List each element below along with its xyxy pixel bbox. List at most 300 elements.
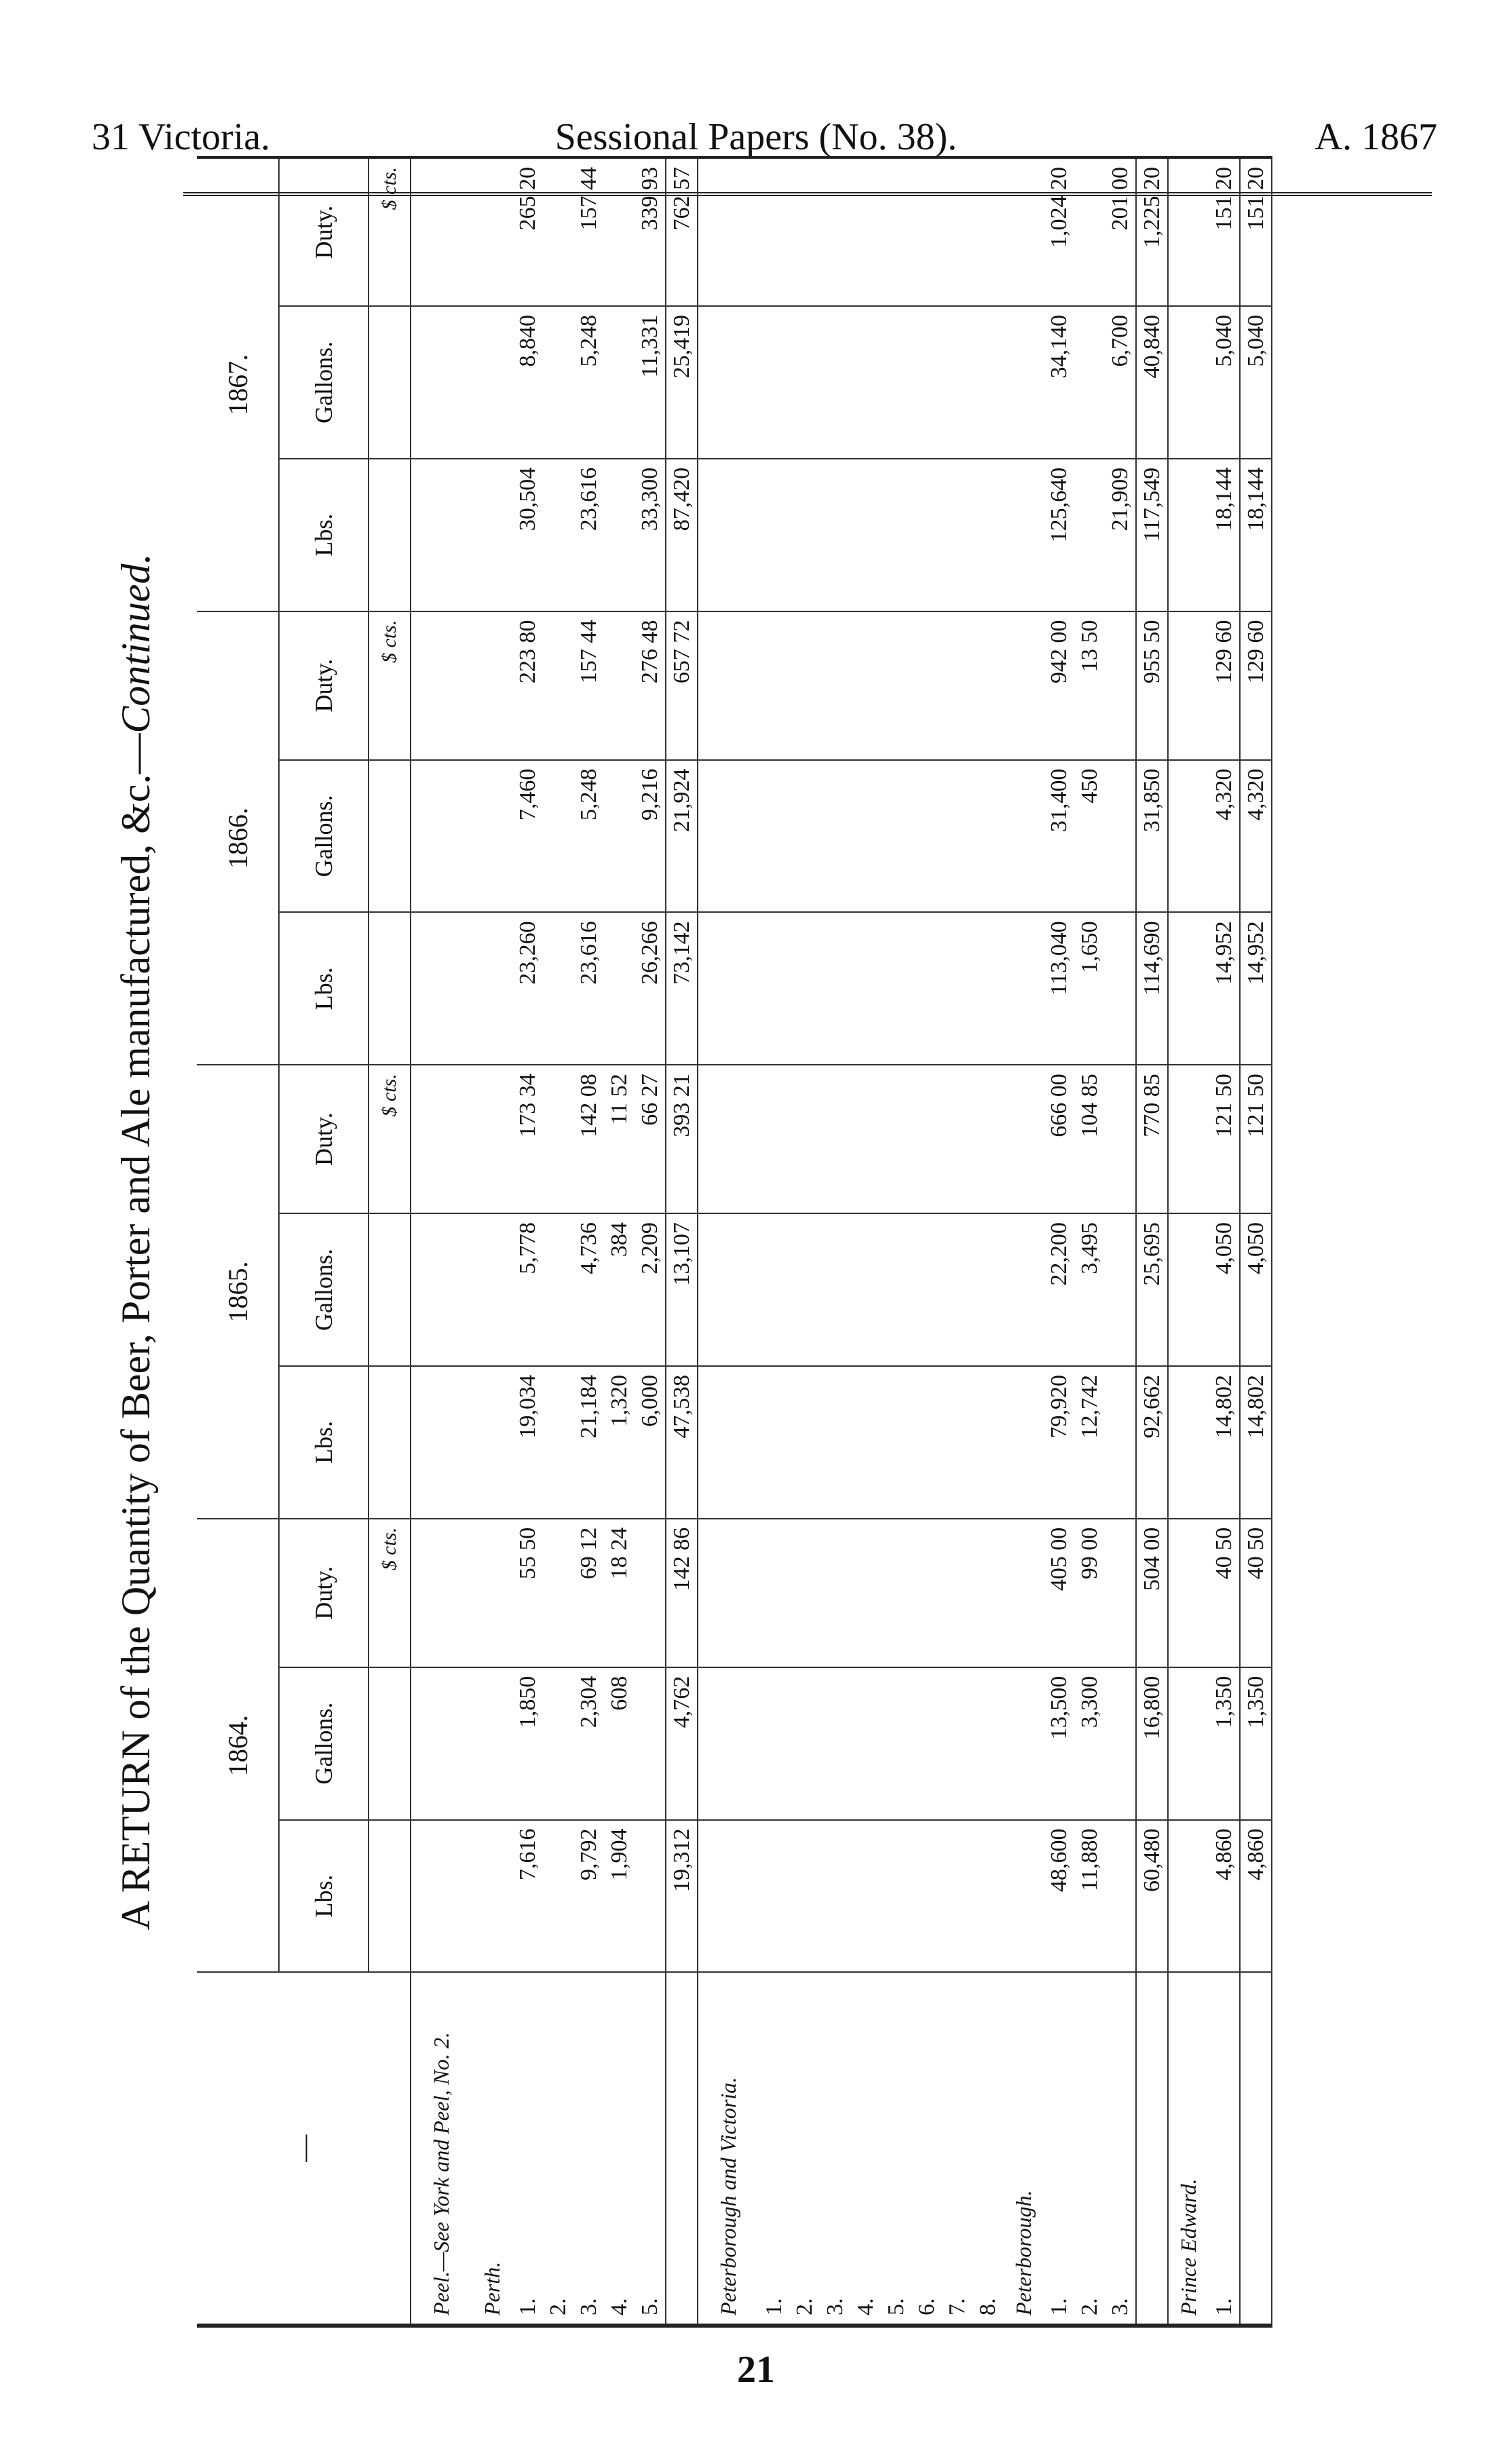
table-cell bbox=[789, 912, 820, 1065]
group-heading: Peterborough. bbox=[1003, 1972, 1044, 2326]
table-cell: 8,840 bbox=[512, 306, 543, 459]
table-cell bbox=[850, 1366, 881, 1519]
table-cell bbox=[881, 1065, 911, 1213]
table-cell: 25,695 bbox=[1136, 1213, 1168, 1366]
table-cell bbox=[850, 611, 881, 760]
table-cell bbox=[942, 1519, 972, 1667]
table-cell: 12,742 bbox=[1074, 1366, 1105, 1519]
table-cell: 4,860 bbox=[1209, 1820, 1240, 1973]
table-row bbox=[881, 157, 911, 2326]
table-row bbox=[789, 157, 820, 2326]
table-cell: 4,762 bbox=[666, 1667, 698, 1820]
row-label: 2. bbox=[543, 1972, 573, 2326]
duty-unit: $ cts. bbox=[368, 1519, 411, 1667]
table-cell bbox=[543, 1820, 573, 1973]
table-cell bbox=[911, 611, 942, 760]
total-row bbox=[1240, 157, 1272, 2326]
table-cell: 11 52 bbox=[604, 1065, 635, 1213]
table-cell: 121 50 bbox=[1209, 1065, 1240, 1213]
table-cell: 666 00 bbox=[1044, 1065, 1074, 1213]
table-cell: 4,050 bbox=[1240, 1213, 1272, 1366]
table-cell bbox=[789, 1820, 820, 1973]
col-lbs: Lbs. bbox=[279, 459, 368, 611]
col-gallons: Gallons. bbox=[279, 1667, 368, 1820]
table-cell bbox=[820, 1667, 850, 1820]
row-label: 2. bbox=[789, 1972, 820, 2326]
table-cell: 1,850 bbox=[512, 1667, 543, 1820]
table-cell bbox=[759, 1065, 789, 1213]
table-cell: 4,320 bbox=[1209, 760, 1240, 913]
table-title-continued: Continued. bbox=[113, 553, 158, 734]
col-lbs: Lbs. bbox=[279, 912, 368, 1065]
table-cell bbox=[789, 459, 820, 611]
table-cell bbox=[789, 760, 820, 913]
table-cell bbox=[789, 157, 820, 306]
table-cell: 1,350 bbox=[1209, 1667, 1240, 1820]
table-cell bbox=[820, 1519, 850, 1667]
row-label: 6. bbox=[911, 1972, 942, 2326]
rotated-table-block bbox=[88, 156, 1412, 2328]
table-cell bbox=[820, 1213, 850, 1366]
table-cell: 157 44 bbox=[573, 157, 604, 306]
table-row bbox=[820, 157, 850, 2326]
table-cell bbox=[942, 1366, 972, 1519]
table-cell bbox=[881, 1519, 911, 1667]
table-cell: 4,320 bbox=[1240, 760, 1272, 913]
table-cell: 60,480 bbox=[1136, 1820, 1168, 1973]
table-cell bbox=[942, 157, 972, 306]
table-cell bbox=[911, 760, 942, 913]
sessional-papers-label: Sessional Papers (No. 38). bbox=[554, 116, 958, 158]
duty-unit: $ cts. bbox=[368, 1065, 411, 1213]
table-cell bbox=[759, 1519, 789, 1667]
table-cell bbox=[789, 1366, 820, 1519]
table-cell bbox=[1074, 459, 1105, 611]
table-row bbox=[1044, 157, 1074, 2326]
year-label: A. 1867 bbox=[1315, 116, 1437, 158]
table-cell: 2,209 bbox=[635, 1213, 666, 1366]
table-cell bbox=[789, 611, 820, 760]
table-cell bbox=[850, 912, 881, 1065]
table-cell: 22,200 bbox=[1044, 1213, 1074, 1366]
table-cell bbox=[881, 1820, 911, 1973]
table-cell: 21,184 bbox=[573, 1366, 604, 1519]
table-cell: 19,034 bbox=[512, 1366, 543, 1519]
table-cell bbox=[604, 459, 635, 611]
table-cell bbox=[759, 459, 789, 611]
row-label: 5. bbox=[881, 1972, 911, 2326]
table-cell bbox=[881, 1667, 911, 1820]
table-cell bbox=[850, 157, 881, 306]
table-cell bbox=[1105, 611, 1136, 760]
table-title-main: A RETURN of the Quantity of Beer, Porter and Ale manufactured, &c.— bbox=[113, 733, 158, 1931]
group-heading: Peterborough and Victoria. bbox=[698, 1972, 759, 2326]
table-cell: 40 50 bbox=[1209, 1519, 1240, 1667]
table-cell bbox=[543, 611, 573, 760]
table-cell bbox=[850, 459, 881, 611]
table-cell: 14,802 bbox=[1240, 1366, 1272, 1519]
table-cell bbox=[942, 1820, 972, 1973]
table-cell bbox=[543, 157, 573, 306]
table-cell bbox=[881, 611, 911, 760]
table-cell: 14,952 bbox=[1240, 912, 1272, 1065]
col-duty: Duty. bbox=[279, 157, 368, 306]
table-cell bbox=[759, 157, 789, 306]
table-cell bbox=[759, 611, 789, 760]
table-cell bbox=[759, 1366, 789, 1519]
table-cell: 21,924 bbox=[666, 760, 698, 913]
table-cell bbox=[972, 1366, 1003, 1519]
table-cell: 73,142 bbox=[666, 912, 698, 1065]
table-cell bbox=[604, 157, 635, 306]
table-cell bbox=[881, 306, 911, 459]
table-row bbox=[850, 157, 881, 2326]
table-cell: 3,495 bbox=[1074, 1213, 1105, 1366]
stub-header: — bbox=[197, 1972, 411, 2326]
table-cell: 13 50 bbox=[1074, 611, 1105, 760]
table-cell bbox=[759, 912, 789, 1065]
table-cell bbox=[850, 1820, 881, 1973]
table-cell: 405 00 bbox=[1044, 1519, 1074, 1667]
table-cell: 99 00 bbox=[1074, 1519, 1105, 1667]
table-cell bbox=[604, 306, 635, 459]
col-gallons: Gallons. bbox=[279, 306, 368, 459]
table-cell: 223 80 bbox=[512, 611, 543, 760]
year-header-1867: 1867. bbox=[197, 157, 279, 611]
table-cell bbox=[1105, 1667, 1136, 1820]
table-cell bbox=[911, 1213, 942, 1366]
table-cell bbox=[820, 157, 850, 306]
table-cell bbox=[820, 1820, 850, 1973]
table-cell: 14,802 bbox=[1209, 1366, 1240, 1519]
table-cell: 25,419 bbox=[666, 306, 698, 459]
row-label: 7. bbox=[942, 1972, 972, 2326]
table-cell bbox=[820, 459, 850, 611]
table-cell: 2,304 bbox=[573, 1667, 604, 1820]
table-cell: 48,600 bbox=[1044, 1820, 1074, 1973]
table-cell: 18,144 bbox=[1209, 459, 1240, 611]
table-cell: 4,050 bbox=[1209, 1213, 1240, 1366]
table-cell bbox=[911, 306, 942, 459]
table-cell: 18 24 bbox=[604, 1519, 635, 1667]
table-cell bbox=[789, 1065, 820, 1213]
row-label: 1. bbox=[1044, 1972, 1074, 2326]
return-table bbox=[197, 156, 1272, 2328]
table-cell bbox=[759, 1213, 789, 1366]
table-cell bbox=[1105, 760, 1136, 913]
col-duty: Duty. bbox=[279, 1065, 368, 1213]
table-cell: 113,040 bbox=[1044, 912, 1074, 1065]
table-row bbox=[573, 157, 604, 2326]
table-cell: 121 50 bbox=[1240, 1065, 1272, 1213]
table-cell bbox=[881, 1366, 911, 1519]
table-cell bbox=[1074, 306, 1105, 459]
table-cell bbox=[1105, 1213, 1136, 1366]
table-cell bbox=[942, 760, 972, 913]
table-cell: 142 86 bbox=[666, 1519, 698, 1667]
table-cell bbox=[972, 306, 1003, 459]
table-cell: 201 00 bbox=[1105, 157, 1136, 306]
table-cell bbox=[789, 1667, 820, 1820]
table-cell: 23,260 bbox=[512, 912, 543, 1065]
table-cell bbox=[820, 912, 850, 1065]
table-cell bbox=[972, 1065, 1003, 1213]
table-cell: 157 44 bbox=[573, 611, 604, 760]
table-cell: 13,107 bbox=[666, 1213, 698, 1366]
table-row bbox=[635, 157, 666, 2326]
table-cell bbox=[543, 1519, 573, 1667]
row-label: 2. bbox=[1074, 1972, 1105, 2326]
year-header-row bbox=[197, 157, 279, 2326]
table-cell bbox=[543, 912, 573, 1065]
table-cell bbox=[820, 760, 850, 913]
table-cell bbox=[1105, 1820, 1136, 1973]
table-cell bbox=[1105, 1366, 1136, 1519]
table-cell: 18,144 bbox=[1240, 459, 1272, 611]
table-cell bbox=[942, 1667, 972, 1820]
table-cell bbox=[911, 1820, 942, 1973]
table-cell: 142 08 bbox=[573, 1065, 604, 1213]
col-lbs: Lbs. bbox=[279, 1820, 368, 1973]
group-heading-row bbox=[698, 157, 759, 2326]
table-cell bbox=[972, 760, 1003, 913]
table-cell: 5,248 bbox=[573, 306, 604, 459]
table-cell bbox=[942, 1213, 972, 1366]
table-cell: 33,300 bbox=[635, 459, 666, 611]
year-header-1864: 1864. bbox=[197, 1519, 279, 1973]
table-cell: 151 20 bbox=[1240, 157, 1272, 306]
table-cell: 173 34 bbox=[512, 1065, 543, 1213]
col-duty: Duty. bbox=[279, 611, 368, 760]
col-gallons: Gallons. bbox=[279, 1213, 368, 1366]
table-cell bbox=[850, 1213, 881, 1366]
table-cell bbox=[911, 1366, 942, 1519]
row-label: 1. bbox=[1209, 1972, 1240, 2326]
table-cell bbox=[543, 760, 573, 913]
table-cell bbox=[1105, 1065, 1136, 1213]
table-cell: 657 72 bbox=[666, 611, 698, 760]
table-cell: 5,040 bbox=[1209, 306, 1240, 459]
table-cell bbox=[881, 760, 911, 913]
table-cell: 129 60 bbox=[1240, 611, 1272, 760]
table-cell: 1,904 bbox=[604, 1820, 635, 1973]
table-cell bbox=[942, 1065, 972, 1213]
table-cell: 66 27 bbox=[635, 1065, 666, 1213]
table-cell: 129 60 bbox=[1209, 611, 1240, 760]
table-cell: 608 bbox=[604, 1667, 635, 1820]
table-cell bbox=[1074, 157, 1105, 306]
table-cell: 9,216 bbox=[635, 760, 666, 913]
table-cell bbox=[911, 1667, 942, 1820]
row-label: 1. bbox=[512, 1972, 543, 2326]
table-cell: 3,300 bbox=[1074, 1667, 1105, 1820]
table-cell: 7,460 bbox=[512, 760, 543, 913]
table-cell: 770 85 bbox=[1136, 1065, 1168, 1213]
duty-unit: $ cts. bbox=[368, 157, 411, 306]
table-cell bbox=[911, 1065, 942, 1213]
table-cell: 384 bbox=[604, 1213, 635, 1366]
table-cell bbox=[850, 306, 881, 459]
group-heading-row bbox=[1168, 157, 1209, 2326]
table-cell bbox=[635, 1667, 666, 1820]
table-cell: 5,040 bbox=[1240, 306, 1272, 459]
table-cell bbox=[789, 306, 820, 459]
table-cell bbox=[759, 1667, 789, 1820]
table-cell bbox=[942, 912, 972, 1065]
table-cell bbox=[604, 760, 635, 913]
table-cell: 276 48 bbox=[635, 611, 666, 760]
total-row bbox=[666, 157, 698, 2326]
table-cell: 31,400 bbox=[1044, 760, 1074, 913]
row-label: 4. bbox=[604, 1972, 635, 2326]
table-cell: 393 21 bbox=[666, 1065, 698, 1213]
group-heading: Perth. bbox=[472, 1972, 512, 2326]
duty-unit: $ cts. bbox=[368, 611, 411, 760]
table-cell: 117,549 bbox=[1136, 459, 1168, 611]
table-cell bbox=[972, 1213, 1003, 1366]
table-cell: 23,616 bbox=[573, 912, 604, 1065]
table-cell: 87,420 bbox=[666, 459, 698, 611]
table-cell: 339 93 bbox=[635, 157, 666, 306]
table-cell bbox=[942, 306, 972, 459]
table-cell bbox=[911, 1519, 942, 1667]
table-cell: 955 50 bbox=[1136, 611, 1168, 760]
col-gallons: Gallons. bbox=[279, 760, 368, 913]
table-cell: 9,792 bbox=[573, 1820, 604, 1973]
table-cell: 151 20 bbox=[1209, 157, 1240, 306]
table-cell: 1,024 20 bbox=[1044, 157, 1074, 306]
table-cell: 942 00 bbox=[1044, 611, 1074, 760]
table-cell bbox=[543, 459, 573, 611]
table-cell: 125,640 bbox=[1044, 459, 1074, 611]
table-cell bbox=[850, 1519, 881, 1667]
table-cell: 11,880 bbox=[1074, 1820, 1105, 1973]
total-row bbox=[1136, 157, 1168, 2326]
table-cell bbox=[942, 611, 972, 760]
table-cell: 14,952 bbox=[1209, 912, 1240, 1065]
table-cell bbox=[543, 1366, 573, 1519]
row-label: 8. bbox=[972, 1972, 1003, 2326]
table-row bbox=[759, 157, 789, 2326]
group-heading-row bbox=[1003, 157, 1044, 2326]
table-cell bbox=[604, 611, 635, 760]
table-cell bbox=[1105, 1519, 1136, 1667]
table-cell bbox=[820, 306, 850, 459]
table-cell bbox=[850, 760, 881, 913]
table-cell bbox=[972, 912, 1003, 1065]
table-cell: 92,662 bbox=[1136, 1366, 1168, 1519]
table-cell: 4,736 bbox=[573, 1213, 604, 1366]
table-cell bbox=[972, 611, 1003, 760]
table-cell: 16,800 bbox=[1136, 1667, 1168, 1820]
table-cell bbox=[543, 306, 573, 459]
table-cell bbox=[820, 611, 850, 760]
table-cell bbox=[789, 1213, 820, 1366]
table-cell: 11,331 bbox=[635, 306, 666, 459]
table-cell: 23,616 bbox=[573, 459, 604, 611]
row-label: 4. bbox=[850, 1972, 881, 2326]
table-cell bbox=[881, 1213, 911, 1366]
session-label: 31 Victoria. bbox=[92, 116, 271, 158]
row-label: 3. bbox=[820, 1972, 850, 2326]
table-cell bbox=[1105, 912, 1136, 1065]
table-cell bbox=[759, 1820, 789, 1973]
table-title bbox=[88, 156, 183, 2328]
table-cell: 6,700 bbox=[1105, 306, 1136, 459]
table-cell: 1,350 bbox=[1240, 1667, 1272, 1820]
table-cell: 450 bbox=[1074, 760, 1105, 913]
table-cell bbox=[543, 1213, 573, 1366]
table-cell: 1,320 bbox=[604, 1366, 635, 1519]
table-cell: 114,690 bbox=[1136, 912, 1168, 1065]
table-cell bbox=[850, 1065, 881, 1213]
table-cell: 4,860 bbox=[1240, 1820, 1272, 1973]
table-cell bbox=[850, 1667, 881, 1820]
table-cell: 47,538 bbox=[666, 1366, 698, 1519]
table-row bbox=[972, 157, 1003, 2326]
table-cell: 5,778 bbox=[512, 1213, 543, 1366]
table-cell: 31,850 bbox=[1136, 760, 1168, 913]
table-cell: 7,616 bbox=[512, 1820, 543, 1973]
table-cell bbox=[942, 459, 972, 611]
table-row bbox=[911, 157, 942, 2326]
table-cell: 40,840 bbox=[1136, 306, 1168, 459]
table-cell bbox=[972, 459, 1003, 611]
table-cell bbox=[820, 1065, 850, 1213]
table-row bbox=[1074, 157, 1105, 2326]
table-cell bbox=[789, 1519, 820, 1667]
table-row bbox=[1209, 157, 1240, 2326]
group-heading: Prince Edward. bbox=[1168, 1972, 1209, 2326]
group-heading-row bbox=[411, 157, 472, 2326]
table-cell: 79,920 bbox=[1044, 1366, 1074, 1519]
table-row bbox=[512, 157, 543, 2326]
table-cell bbox=[881, 157, 911, 306]
col-duty: Duty. bbox=[279, 1519, 368, 1667]
table-cell: 19,312 bbox=[666, 1820, 698, 1973]
table-cell: 13,500 bbox=[1044, 1667, 1074, 1820]
page-number: 21 bbox=[737, 2349, 775, 2391]
table-cell: 26,266 bbox=[635, 912, 666, 1065]
table-cell: 762 57 bbox=[666, 157, 698, 306]
table-cell bbox=[911, 157, 942, 306]
table-cell bbox=[759, 306, 789, 459]
table-cell: 265 20 bbox=[512, 157, 543, 306]
table-cell bbox=[972, 1820, 1003, 1973]
table-cell: 30,504 bbox=[512, 459, 543, 611]
table-cell: 504 00 bbox=[1136, 1519, 1168, 1667]
table-cell bbox=[635, 1820, 666, 1973]
row-label: 5. bbox=[635, 1972, 666, 2326]
table-row bbox=[942, 157, 972, 2326]
table-area bbox=[197, 156, 1398, 2328]
table-cell: 1,225 20 bbox=[1136, 157, 1168, 306]
table-row bbox=[543, 157, 573, 2326]
row-label: 3. bbox=[1105, 1972, 1136, 2326]
row-label: 3. bbox=[573, 1972, 604, 2326]
year-header-1865: 1865. bbox=[197, 1065, 279, 1519]
table-cell: 104 85 bbox=[1074, 1065, 1105, 1213]
group-heading: Peel.—See York and Peel, No. 2. bbox=[411, 1972, 472, 2326]
table-cell: 40 50 bbox=[1240, 1519, 1272, 1667]
table-cell bbox=[543, 1667, 573, 1820]
table-cell bbox=[881, 459, 911, 611]
table-cell: 5,248 bbox=[573, 760, 604, 913]
table-cell bbox=[759, 760, 789, 913]
table-cell: 34,140 bbox=[1044, 306, 1074, 459]
table-cell bbox=[604, 912, 635, 1065]
table-cell bbox=[972, 157, 1003, 306]
